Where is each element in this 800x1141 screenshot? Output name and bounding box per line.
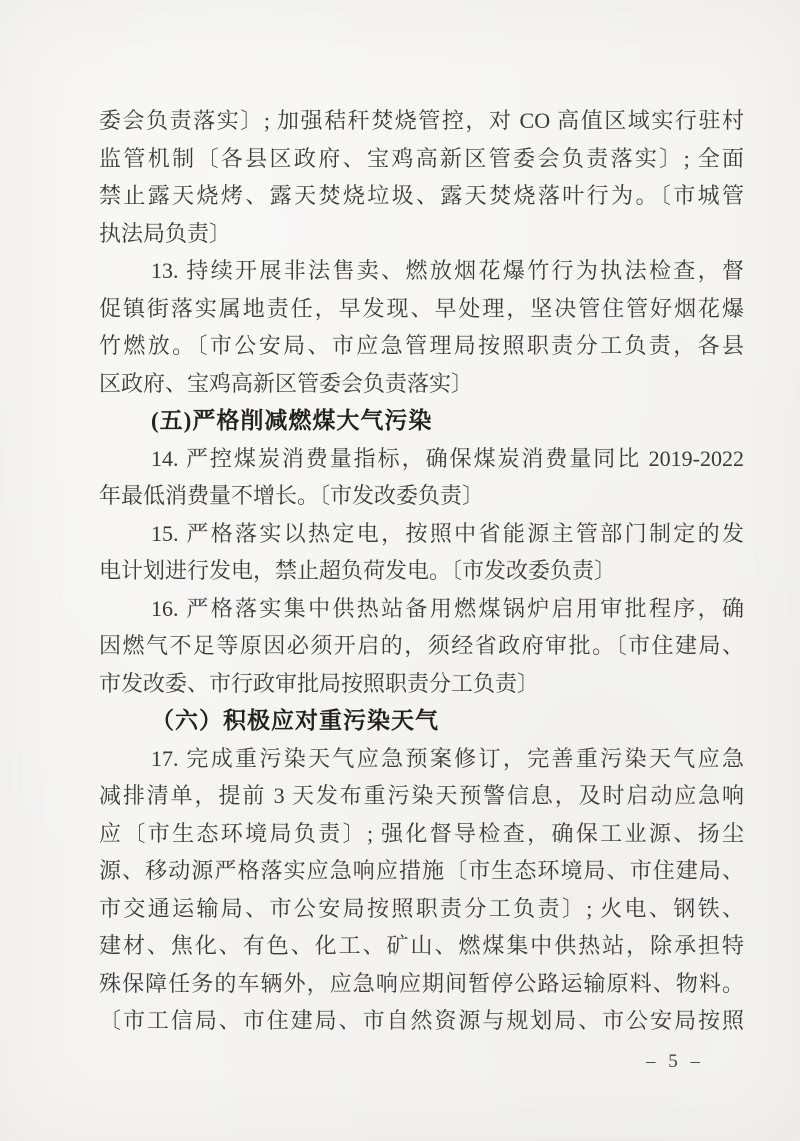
text-line: 〔市工信局、市住建局、市自然资源与规划局、市公安局按照	[99, 1008, 744, 1033]
text-line: 17. 完成重污染天气应急预案修订，完善重污染天气应急	[151, 745, 744, 771]
text-line: 竹燃放。〔市公安局、市应急管理局按照职责分工负责，各县	[99, 333, 744, 358]
section-heading: (五)严格削减燃煤大气污染	[151, 408, 433, 433]
page-number: – 5 –	[646, 1051, 704, 1072]
text-line: 因燃气不足等原因必须开启的，须经省政府审批。〔市住建局、	[99, 633, 744, 658]
text-line: 源、移动源严格落实应急响应措施〔市生态环境局、市住建局、	[99, 858, 744, 883]
text-line: 殊保障任务的车辆外，应急响应期间暂停公路运输原料、物料。	[99, 970, 744, 996]
text-line: 市交通运输局、市公安局按照职责分工负责〕; 火电、钢铁、	[99, 895, 744, 921]
text-line: 13. 持续开展非法售卖、燃放烟花爆竹行为执法检查，督	[151, 258, 744, 283]
text-line: 14. 严控煤炭消费量指标，确保煤炭消费量同比 2019-2022	[151, 445, 744, 471]
text-line: 年最低消费量不增长。〔市发改委负责〕	[99, 483, 485, 508]
text-line: 委会负责落实〕; 加强秸秆焚烧管控，对 CO 高值区域实行驻村	[99, 108, 744, 133]
text-line: 促镇街落实属地责任，早发现、早处理，坚决管住管好烟花爆	[99, 295, 744, 321]
text-line: 执法局负责〕	[99, 220, 232, 246]
text-line: 区政府、宝鸡高新区管委会负责落实〕	[99, 370, 474, 396]
section-heading: （六）积极应对重污染天气	[151, 708, 439, 733]
text-line: 电计划进行发电，禁止超负荷发电。〔市发改委负责〕	[99, 558, 617, 583]
text-line: 15. 严格落实以热定电，按照中省能源主管部门制定的发	[151, 520, 744, 546]
text-line: 监管机制〔各县区政府、宝鸡高新区管委会负责落实〕; 全面	[99, 145, 744, 171]
text-line: 市发改委、市行政审批局按照职责分工负责〕	[99, 670, 540, 696]
text-line: 建材、焦化、有色、化工、矿山、燃煤集中供热站，除承担特	[99, 933, 744, 958]
text-line: 应〔市生态环境局负责〕; 强化督导检查，确保工业源、扬尘	[99, 820, 744, 846]
text-line: 禁止露天烧烤、露天焚烧垃圾、露天焚烧落叶行为。〔市城管	[99, 183, 744, 208]
text-line: 16. 严格落实集中供热站备用燃煤锅炉启用审批程序，确	[151, 595, 744, 621]
text-line: 减排清单，提前 3 天发布重污染天预警信息，及时启动应急响	[99, 783, 744, 808]
document-body	[99, 102, 744, 1040]
